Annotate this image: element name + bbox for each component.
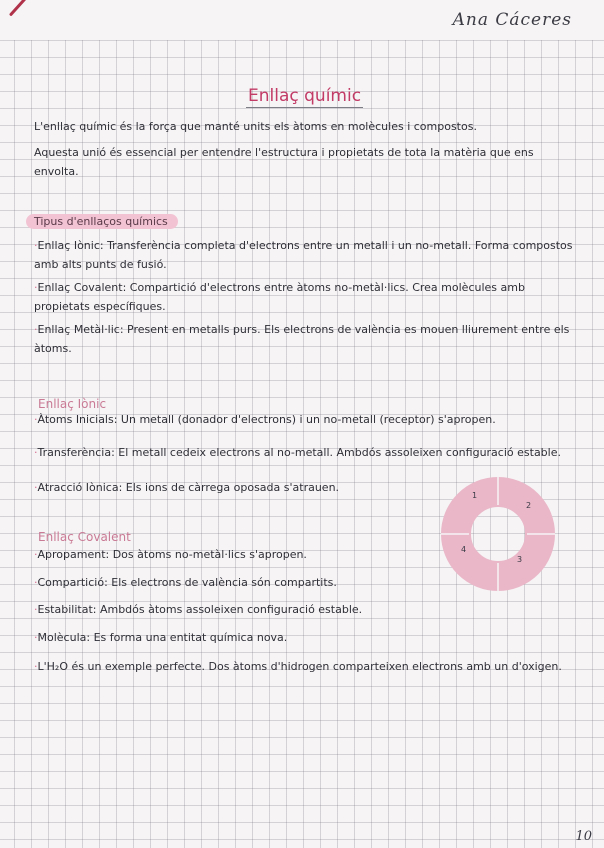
heading-covalent: Enllaç Covalent (38, 530, 131, 544)
list-item-text-cont: àtoms. (34, 342, 72, 355)
cycle-label-4: 4 (461, 545, 467, 554)
ionic-step-2: ·Transferència: El metall cedeix electrons al no-metall. Ambdós assoleixen configuració estable. (34, 446, 561, 459)
covalent-step-3: ·Estabilitat: Ambdós àtoms assoleixen configuració estable. (34, 603, 363, 616)
covalent-step-4: ·Molècula: Es forma una entitat química nova. (34, 631, 288, 644)
cycle-label-2: 2 (526, 501, 532, 510)
intro-line-3: envolta. (34, 165, 79, 178)
list-item-text-cont: propietats específiques. (34, 300, 166, 313)
cycle-diagram (440, 476, 556, 592)
section-label-types: Tipus d'enllaços químics (26, 214, 178, 229)
list-item-text-cont: amb alts punts de fusió. (34, 258, 167, 271)
ionic-step-1: ·Àtoms Inicials: Un metall (donador d'electrons) i un no-metall (receptor) s'apropen. (34, 413, 496, 426)
bullet-icon: · (34, 239, 38, 252)
covalent-step-1: ·Apropament: Dos àtoms no-metàl·lics s'apropen. (34, 548, 307, 561)
list-item-text: Enllaç Metàl·lic: Present en metalls purs. Els electrons de valència es mouen lliurement entre els (37, 323, 570, 336)
covalent-step-2: ·Compartició: Els electrons de valència són compartits. (34, 576, 337, 589)
covalent-example: ·L'H₂O és un exemple perfecte. Dos àtoms d'hidrogen comparteixen electrons amb un d'oxigen. (34, 660, 562, 673)
bullet-icon: · (34, 323, 38, 336)
ionic-step-3: ·Atracció Iònica: Els ions de càrrega oposada s'atrauen. (34, 481, 340, 494)
cycle-label-1: 1 (472, 491, 478, 500)
cycle-label-3: 3 (517, 555, 523, 564)
intro-line-2: Aquesta unió és essencial per entendre l'estructura i propietats de tota la matèria que ens (34, 146, 534, 159)
bullet-icon: · (34, 281, 38, 294)
page-number: 10 (575, 829, 592, 844)
list-item-text: Enllaç Covalent: Compartició d'electrons entre àtoms no-metàl·lics. Crea molècules amb (37, 281, 525, 294)
intro-line-1: L'enllaç químic és la força que manté units els àtoms en molècules i compostos. (34, 120, 477, 133)
author-name: Ana Cáceres (452, 10, 572, 30)
heading-ionic: Enllaç Iònic (38, 397, 107, 411)
list-item-text: Enllaç Iònic: Transferència completa d'electrons entre un metall i un no-metall. Forma compostos (37, 239, 573, 252)
page-title: Enllaç químic (248, 86, 362, 106)
